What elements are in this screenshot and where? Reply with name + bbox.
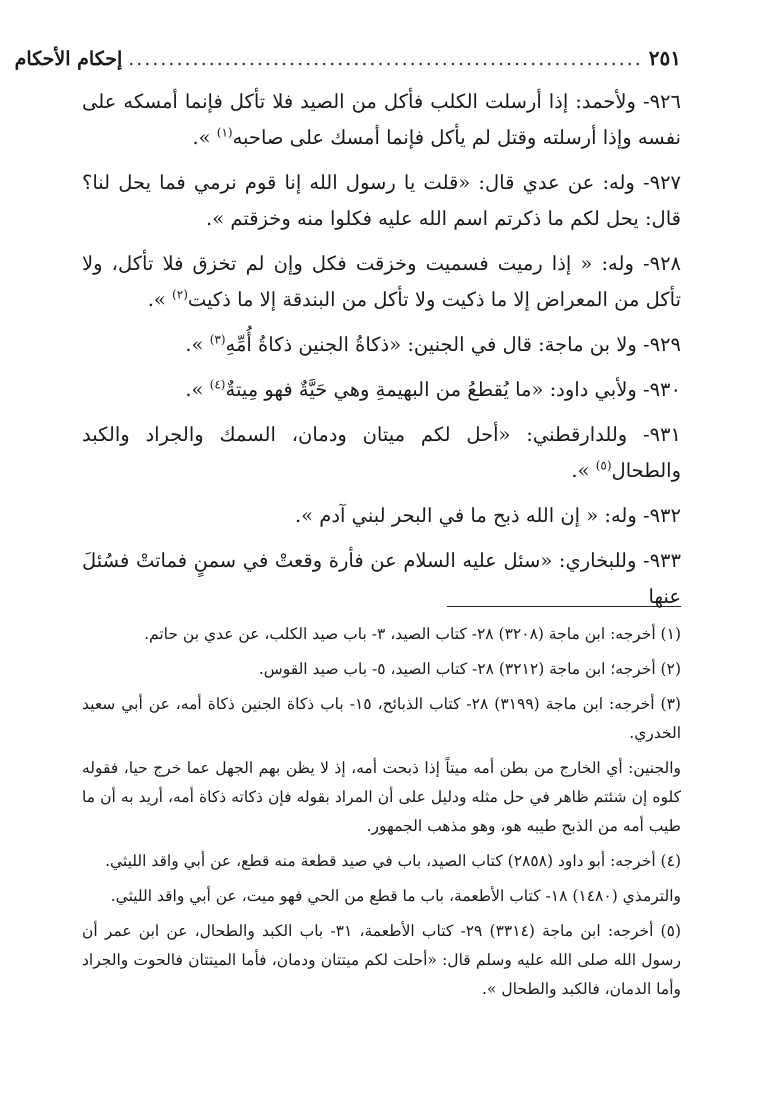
- page-number: ٢٥١: [648, 46, 681, 70]
- running-head: [14, 36, 681, 80]
- footnote: (٥) أخرجه: ابن ماجة (٣٣١٤) ٢٩- كتاب الأطعمة، ٣١- باب الكبد والطحال، عن ابن عمر أن رسول الله صلى الله عليه وسلم قال: «أحلت لكم ميتتان ودمان، فأما الميتتان فالحوت والجراد وأما الدمان، فالكبد والطحال ».: [82, 922, 681, 998]
- entry-tail: ».: [192, 126, 217, 149]
- footnotes: [82, 620, 681, 1010]
- entry-text: ولأبي داود: «ما يُقطعُ من البهيمةِ وهي حَيَّةٌ فهو مِيتةٌ: [225, 378, 637, 401]
- footnote: (٣) أخرجه: ابن ماجة (٣١٩٩) ٢٨- كتاب الذبائح، ١٥- باب ذكاة الجنين ذكاة أمه، عن أبي سعيد الخدري.: [82, 695, 681, 742]
- hadith-entry: [82, 498, 681, 534]
- footnote-marker: (١): [216, 125, 233, 140]
- dot-leader: ................................................................: [128, 48, 643, 70]
- hadith-entry: [82, 372, 681, 408]
- hadith-entry: [82, 327, 681, 363]
- hadith-entry: [82, 543, 681, 615]
- entry-number: ٩٣٢-: [636, 504, 681, 527]
- entry-number: ٩٢٩-: [636, 333, 681, 356]
- entry-tail: ».: [571, 459, 596, 482]
- footnote: والترمذي (١٤٨٠) ١٨- كتاب الأطعمة، باب ما قطع من الحي فهو ميت، عن أبي واقد الليثي.: [110, 887, 681, 905]
- entry-text: ولأحمد: إذا أرسلت الكلب فأكل من الصيد فلا تأكل فإنما أمسكه على نفسه وإذا أرسلته وقتل لم يأكل فإنما أمسك على صاحبه: [82, 90, 681, 149]
- entry-text: وله: عن عدي قال: «قلت يا رسول الله إنا قوم نرمي فما يحل لنا؟ قال: يحل لكم ما ذكرتم اسم الله عليه فكلوا منه وخزقتم ».: [82, 171, 681, 230]
- footnote: (٤) أخرجه: أبو داود (٢٨٥٨) كتاب الصيد، باب في صيد قطعة منه قطع، عن أبي واقد الليثي.: [105, 852, 681, 870]
- entry-number: ٩٢٧-: [634, 171, 681, 194]
- main-text: [82, 84, 681, 615]
- entry-number: ٩٣٠-: [636, 378, 681, 401]
- entry-number: ٩٢٨-: [633, 252, 682, 275]
- entry-text: ولا بن ماجة: قال في الجنين: «ذكاةُ الجنين ذكاةُ أُمِّهِ: [225, 333, 637, 356]
- book-title: إحكام الأحكام: [14, 48, 123, 70]
- hadith-entry: [82, 417, 681, 489]
- footnote: والجنين: أي الخارج من بطن أمه ميتاً إذا ذبحت أمه، إذ لا يظن بهم الجهل عما خرج حيا، فقوله كلوه إن شئتم ظاهر في حل مثله ودليل على أن المراد بقوله فإن ذكاته ذكاة أمه، أريد به أن ما طيب أمه من الذبح طيبه هو، وهو مذهب الجمهور.: [82, 759, 681, 835]
- entry-tail: ».: [147, 288, 173, 311]
- entry-number: ٩٣١-: [627, 423, 681, 446]
- footnote: (٢) أخرجه؛ ابن ماجة (٣٢١٢) ٢٨- كتاب الصيد، ٥- باب صيد القوس.: [258, 660, 681, 678]
- footnote-marker: (٣): [209, 332, 226, 347]
- hadith-entry: [82, 165, 681, 237]
- entry-number: ٩٣٣-: [636, 549, 681, 572]
- footnote-marker: (٤): [209, 377, 226, 392]
- entry-number: ٩٢٦-: [635, 90, 681, 113]
- entry-text: وللبخاري: «سئل عليه السلام عن فأرة وقعتْ في سمنٍ فماتتْ فسُئلَ عنها: [82, 549, 681, 608]
- footnote-separator: [447, 606, 681, 607]
- footnote-marker: (٥): [595, 458, 612, 473]
- footnote: (١) أخرجه: ابن ماجة (٣٢٠٨) ٢٨- كتاب الصيد، ٣- باب صيد الكلب، عن عدي بن حاتم.: [144, 625, 681, 643]
- entry-text: وللدارقطني: «أحل لكم ميتان ودمان، السمك والجراد والكبد والطحال: [82, 423, 681, 482]
- entry-text: وله: « إن الله ذبح ما في البحر لبني آدم ».: [294, 504, 637, 527]
- entry-text: وله: « إذا رميت فسميت وخزقت فكل وإن لم تخزق فلا تأكل، ولا تأكل من المعراض إلا ما ذكيت ولا تأكل من البندقة إلا ما ذكيت: [82, 252, 681, 311]
- entry-tail: ».: [185, 378, 210, 401]
- footnote-marker: (٢): [172, 287, 188, 302]
- entry-tail: ».: [185, 333, 210, 356]
- hadith-entry: [82, 246, 681, 318]
- hadith-entry: [82, 84, 681, 156]
